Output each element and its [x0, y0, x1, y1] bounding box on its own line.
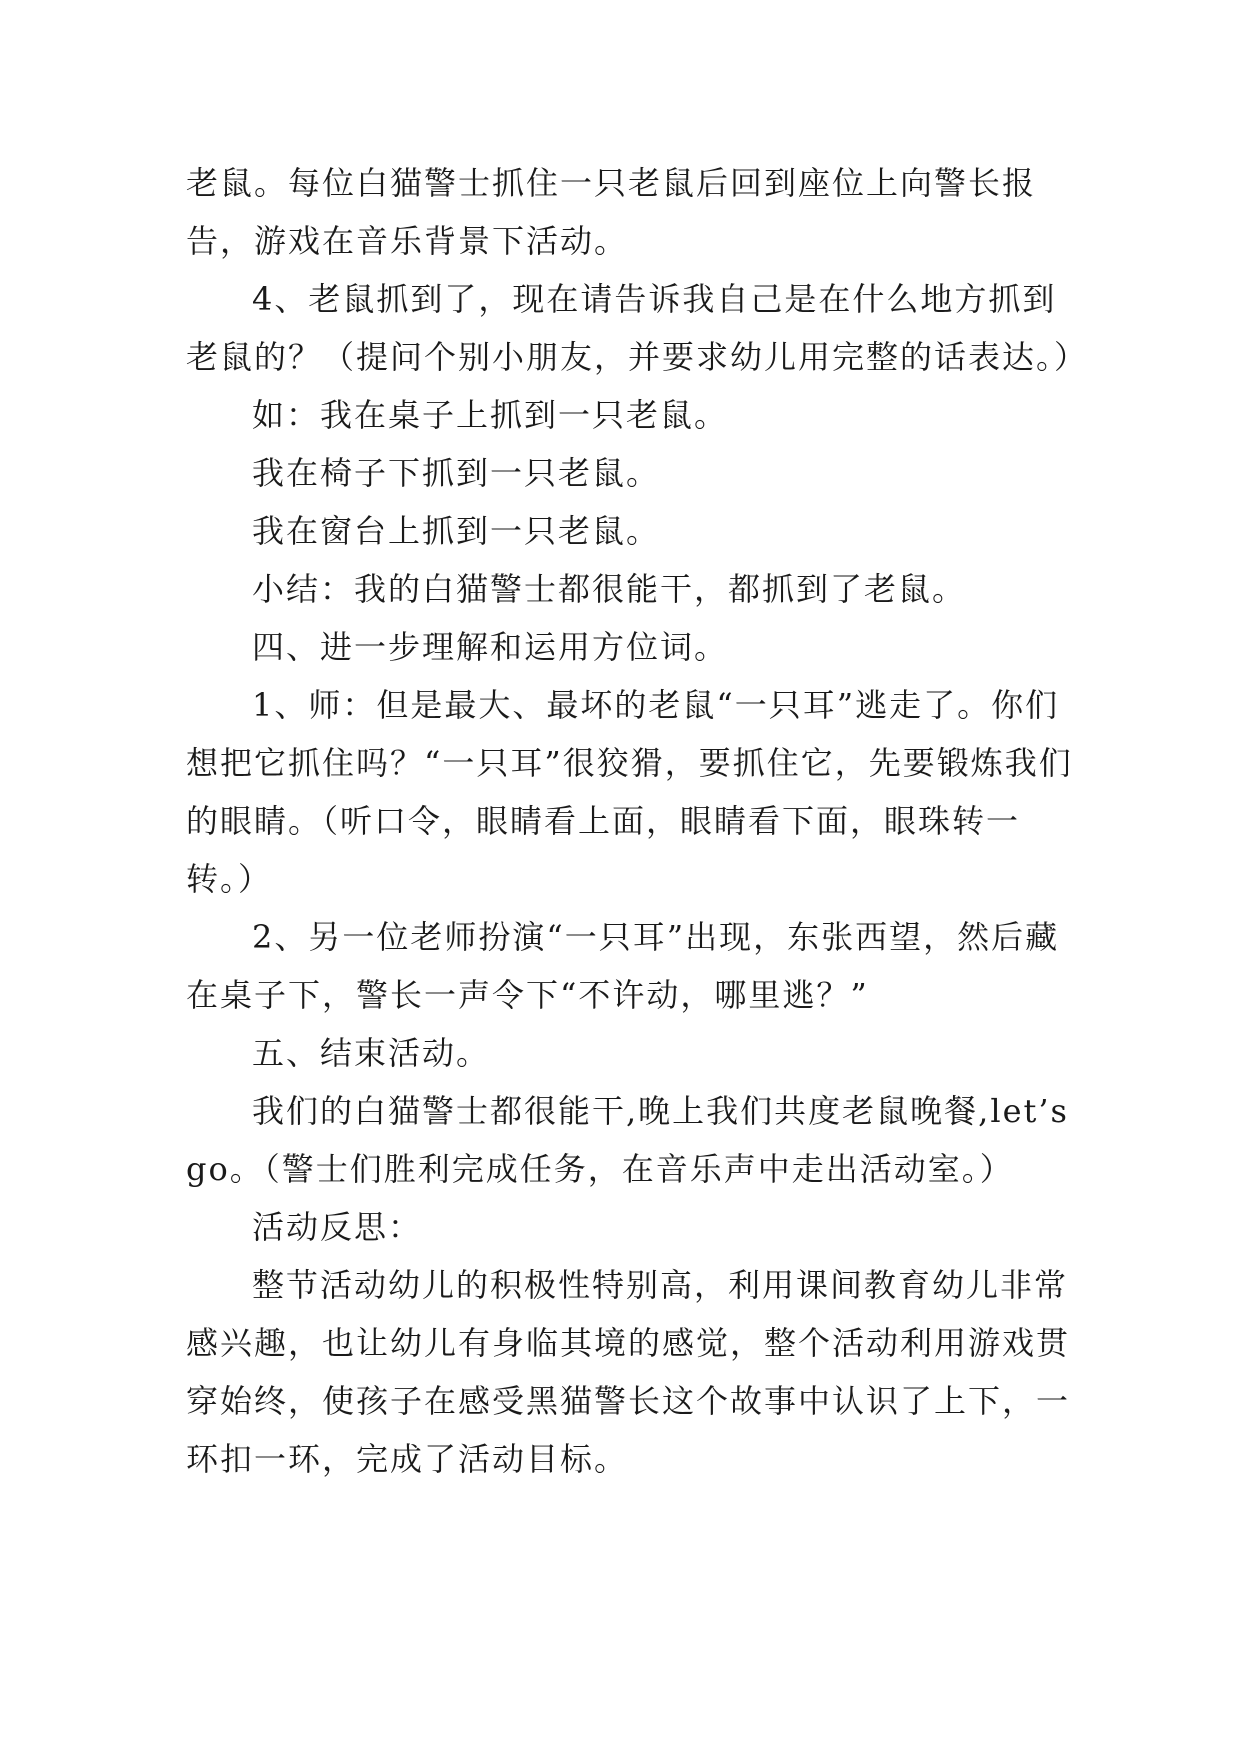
paragraph-1: 老鼠。每位白猫警士抓住一只老鼠后回到座位上向警长报告，游戏在音乐背景下活动。: [186, 164, 1037, 260]
paragraph-9: 2、另一位老师扮演“一只耳”出现，东张西望，然后藏在桌子下，警长一声令下“不许动，哪里逃？”: [186, 918, 1060, 1014]
paragraph-5: 我在窗台上抓到一只老鼠。: [252, 512, 661, 550]
paragraph-4: 我在椅子下抓到一只老鼠。: [252, 454, 661, 492]
paragraph-13: 整节活动幼儿的积极性特别高，利用课间教育幼儿非常感兴趣，也让幼儿有身临其境的感觉，整个活动利用游戏贯穿始终，使孩子在感受黑猫警长这个故事中认识了上下，一环扣一环，完成了活动目标。: [186, 1266, 1071, 1478]
paragraph-6: 小结：我的白猫警士都很能干，都抓到了老鼠。: [252, 570, 967, 608]
paragraph-2: 4、老鼠抓到了，现在请告诉我自己是在什么地方抓到老鼠的？（提问个别小朋友，并要求幼儿用完整的话表达。）: [186, 280, 1089, 376]
paragraph-7: 四、进一步理解和运用方位词。: [252, 628, 729, 666]
paragraph-8: 1、师：但是最大、最坏的老鼠“一只耳”逃走了。你们想把它抓住吗？“一只耳”很狡猾，要抓住它，先要锻炼我们的眼睛。（听口令，眼睛看上面，眼睛看下面，眼珠转一转。）: [186, 686, 1073, 898]
paragraph-3: 如：我在桌子上抓到一只老鼠。: [252, 396, 729, 434]
document-body: [186, 154, 1089, 1488]
paragraph-11: 我们的白猫警士都很能干,晚上我们共度老鼠晚餐,let’s go。（警士们胜利完成任务，在音乐声中走出活动室。）: [186, 1092, 1069, 1188]
paragraph-10: 五、结束活动。: [252, 1034, 491, 1072]
paragraph-12: 活动反思：: [252, 1208, 423, 1246]
